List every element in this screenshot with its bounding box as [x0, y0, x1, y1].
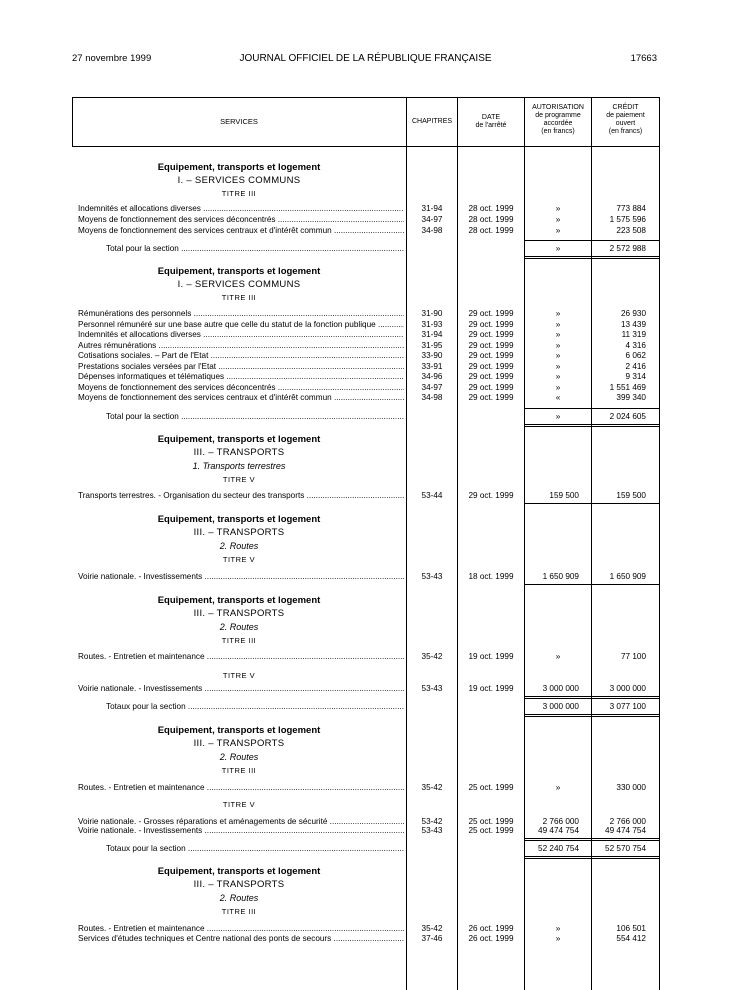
credit-cell: 1 551 469 — [609, 383, 646, 392]
total-rule — [524, 240, 659, 241]
autorisation-cell: » — [555, 934, 561, 943]
section-subheading: 1. Transports terrestres — [192, 461, 286, 471]
autorisation-cell: » — [555, 330, 561, 339]
section-titre-heading: TITRE III — [221, 293, 257, 302]
column-header-date-line: DATE — [481, 114, 501, 121]
chapitre-cell: 31-94 — [421, 204, 443, 213]
autorisation-cell: 3 000 000 — [542, 684, 579, 693]
date-cell: 28 oct. 1999 — [468, 215, 514, 224]
section-total-label: Total pour la section ..... — [106, 412, 404, 422]
section-titre-heading: TITRE III — [221, 907, 257, 916]
service-label: Voirie nationale. - Investissements ..... — [78, 572, 404, 582]
section-ministry-heading: Equipement, transports et logement — [157, 725, 321, 736]
chapitre-cell: 34-97 — [421, 215, 443, 224]
service-label: Routes. - Entretien et maintenance ..... — [78, 783, 404, 793]
service-label: Indemnités et allocations diverses ..... — [78, 330, 404, 340]
service-label: Dépenses informatiques et télématiques ..... — [78, 372, 404, 382]
service-label: Voirie nationale. - Grosses réparations et aménagements de sécurité ..... — [78, 817, 404, 827]
column-header-services: SERVICES — [220, 117, 258, 126]
chapitre-cell: 53-43 — [421, 826, 443, 835]
autorisation-cell: » — [555, 320, 561, 329]
date-cell: 29 oct. 1999 — [468, 320, 514, 329]
column-header-credit-line: ouvert — [615, 120, 636, 127]
date-cell: 29 oct. 1999 — [468, 383, 514, 392]
section-ministry-heading: Equipement, transports et logement — [157, 266, 321, 277]
autorisation-cell: 2 766 000 — [542, 817, 579, 826]
column-header-credit-line: CRÉDIT — [612, 104, 639, 111]
total-rule — [524, 714, 659, 715]
credit-cell: 2 766 000 — [609, 817, 646, 826]
credit-cell: 399 340 — [616, 393, 646, 402]
service-label: Autres rémunérations ..... — [78, 341, 404, 351]
column-header-credit-line: de paiement — [606, 112, 645, 119]
date-cell: 29 oct. 1999 — [468, 372, 514, 381]
section-service-heading: I. – SERVICES COMMUNS — [177, 175, 301, 186]
credit-cell: 223 508 — [616, 226, 646, 235]
credit-cell: 330 000 — [616, 783, 646, 792]
credit-cell: 6 062 — [625, 351, 646, 360]
section-titre-heading: TITRE V — [222, 555, 256, 564]
autorisation-cell: » — [555, 244, 561, 253]
column-header-autorisation-line: AUTORISATION — [532, 104, 584, 111]
credit-cell: 2 572 988 — [609, 244, 646, 253]
column-header-autorisation — [525, 104, 591, 136]
total-double-rule — [524, 426, 659, 427]
page-number: 17663 — [630, 53, 657, 64]
chapitre-cell: 33-90 — [421, 351, 443, 360]
total-rule — [524, 856, 659, 857]
section-service-heading: III. – TRANSPORTS — [193, 447, 285, 458]
section-titre-heading: TITRE V — [222, 800, 256, 809]
column-header-credit — [592, 104, 659, 136]
credit-cell: 9 314 — [625, 372, 646, 381]
credit-cell: 1 650 909 — [609, 572, 646, 581]
subtotal-rule — [524, 696, 659, 697]
autorisation-cell: 3 000 000 — [542, 702, 579, 711]
credit-cell: 2 024 605 — [609, 412, 646, 421]
autorisation-cell: 52 240 754 — [538, 844, 579, 853]
total-rule — [524, 256, 659, 257]
credit-cell: 11 319 — [621, 330, 646, 339]
section-total-label: Totaux pour la section ..... — [106, 844, 404, 854]
total-rule — [524, 408, 659, 409]
section-service-heading: I. – SERVICES COMMUNS — [177, 279, 301, 290]
autorisation-cell: « — [555, 393, 561, 402]
autorisation-cell: » — [555, 372, 561, 381]
credit-cell: 2 416 — [625, 362, 646, 371]
chapitre-cell: 35-42 — [421, 783, 443, 792]
chapitre-cell: 34-97 — [421, 383, 443, 392]
autorisation-cell: » — [555, 652, 561, 661]
date-cell: 19 oct. 1999 — [468, 684, 514, 693]
section-service-heading: III. – TRANSPORTS — [193, 527, 285, 538]
date-cell: 29 oct. 1999 — [468, 309, 514, 318]
date-cell: 26 oct. 1999 — [468, 934, 514, 943]
credit-cell: 1 575 596 — [609, 215, 646, 224]
chapitre-cell: 35-42 — [421, 924, 443, 933]
service-label: Services d'études techniques et Centre national des ponts de secours ..... — [78, 934, 404, 944]
chapitre-cell: 31-90 — [421, 309, 443, 318]
autorisation-cell: » — [555, 383, 561, 392]
date-cell: 18 oct. 1999 — [468, 572, 514, 581]
service-label: Moyens de fonctionnement des services centraux et d'intérêt commun ..... — [78, 226, 404, 236]
date-cell: 25 oct. 1999 — [468, 783, 514, 792]
date-cell: 29 oct. 1999 — [468, 330, 514, 339]
total-double-rule — [524, 716, 659, 717]
section-ministry-heading: Equipement, transports et logement — [157, 162, 321, 173]
section-titre-heading: TITRE V — [222, 671, 256, 680]
autorisation-cell: » — [555, 341, 561, 350]
column-header-autorisation-line: de programme — [535, 112, 581, 119]
subtotal-rule — [524, 838, 659, 839]
autorisation-cell: » — [555, 412, 561, 421]
column-header-date-line: de l'arrêté — [475, 122, 507, 129]
date-cell: 25 oct. 1999 — [468, 826, 514, 835]
autorisation-cell: » — [555, 924, 561, 933]
credit-cell: 4 316 — [625, 341, 646, 350]
column-header-autorisation-line: (en francs) — [541, 128, 575, 135]
date-cell: 29 oct. 1999 — [468, 362, 514, 371]
total-rule — [524, 698, 659, 699]
section-total-label: Total pour la section ..... — [106, 244, 404, 254]
chapitre-cell: 31-95 — [421, 341, 443, 350]
total-rule — [524, 424, 659, 425]
chapitre-cell: 37-46 — [421, 934, 443, 943]
chapitre-cell: 53-43 — [421, 572, 443, 581]
section-subheading: 2. Routes — [219, 622, 259, 632]
service-label: Rémunérations des personnels ..... — [78, 309, 404, 319]
date-cell: 28 oct. 1999 — [468, 226, 514, 235]
section-ministry-heading: Equipement, transports et logement — [157, 514, 321, 525]
service-label: Moyens de fonctionnement des services centraux et d'intérêt commun ..... — [78, 393, 404, 403]
date-cell: 26 oct. 1999 — [468, 924, 514, 933]
section-service-heading: III. – TRANSPORTS — [193, 738, 285, 749]
credit-cell: 554 412 — [616, 934, 646, 943]
total-double-rule — [524, 858, 659, 859]
table-header-rule — [72, 146, 659, 147]
table-right-rule — [659, 97, 660, 990]
section-titre-heading: TITRE III — [221, 766, 257, 775]
date-cell: 29 oct. 1999 — [468, 351, 514, 360]
column-header-date — [458, 114, 524, 130]
credit-cell: 106 501 — [616, 924, 646, 933]
subtotal-rule — [524, 503, 659, 504]
autorisation-cell: » — [555, 215, 561, 224]
autorisation-cell: » — [555, 226, 561, 235]
service-label: Prestations sociales versées par l'Etat ..... — [78, 362, 404, 372]
credit-cell: 159 500 — [616, 491, 646, 500]
date-cell: 25 oct. 1999 — [468, 817, 514, 826]
section-ministry-heading: Equipement, transports et logement — [157, 434, 321, 445]
page-date: 27 novembre 1999 — [72, 53, 152, 64]
credit-cell: 773 884 — [616, 204, 646, 213]
chapitre-cell: 34-96 — [421, 372, 443, 381]
journal-title: JOURNAL OFFICIEL DE LA RÉPUBLIQUE FRANÇAISE — [239, 53, 492, 64]
section-subheading: 2. Routes — [219, 893, 259, 903]
section-subheading: 2. Routes — [219, 752, 259, 762]
column-header-chapitres: CHAPITRES — [411, 118, 453, 125]
service-label: Transports terrestres. - Organisation du secteur des transports ..... — [78, 491, 404, 501]
service-label: Cotisations sociales. – Part de l'Etat ..... — [78, 351, 404, 361]
date-cell: 29 oct. 1999 — [468, 393, 514, 402]
total-rule — [524, 840, 659, 841]
service-label: Routes. - Entretien et maintenance ..... — [78, 652, 404, 662]
service-label: Moyens de fonctionnement des services déconcentrés ..... — [78, 383, 404, 393]
section-service-heading: III. – TRANSPORTS — [193, 879, 285, 890]
section-subheading: 2. Routes — [219, 541, 259, 551]
credit-cell: 13 439 — [620, 320, 646, 329]
autorisation-cell: 159 500 — [549, 491, 579, 500]
autorisation-cell: 1 650 909 — [542, 572, 579, 581]
service-label: Voirie nationale. - Investissements ..... — [78, 684, 404, 694]
credit-cell: 49 474 754 — [605, 826, 646, 835]
section-titre-heading: TITRE III — [221, 636, 257, 645]
chapitre-cell: 31-93 — [421, 320, 443, 329]
credit-cell: 52 570 754 — [605, 844, 646, 853]
column-header-credit-line: (en francs) — [608, 128, 643, 135]
chapitre-cell: 35-42 — [421, 652, 443, 661]
autorisation-cell: » — [555, 362, 561, 371]
date-cell: 19 oct. 1999 — [468, 652, 514, 661]
autorisation-cell: » — [555, 204, 561, 213]
chapitre-cell: 53-44 — [421, 491, 443, 500]
autorisation-cell: » — [555, 351, 561, 360]
chapitre-cell: 34-98 — [421, 393, 443, 402]
column-header-autorisation-line: accordée — [543, 120, 573, 127]
chapitre-cell: 53-42 — [421, 817, 443, 826]
chapitre-cell: 34-98 — [421, 226, 443, 235]
chapitre-cell: 33-91 — [421, 362, 443, 371]
credit-cell: 3 077 100 — [609, 702, 646, 711]
section-ministry-heading: Equipement, transports et logement — [157, 866, 321, 877]
autorisation-cell: 49 474 754 — [538, 826, 579, 835]
service-label: Moyens de fonctionnement des services déconcentrés ..... — [78, 215, 404, 225]
section-ministry-heading: Equipement, transports et logement — [157, 595, 321, 606]
credit-cell: 26 930 — [620, 309, 646, 318]
date-cell: 28 oct. 1999 — [468, 204, 514, 213]
chapitre-cell: 31-94 — [421, 330, 443, 339]
autorisation-cell: » — [555, 783, 561, 792]
section-titre-heading: TITRE III — [221, 189, 257, 198]
table-top-rule — [72, 97, 659, 98]
service-label: Voirie nationale. - Investissements ..... — [78, 826, 404, 836]
date-cell: 29 oct. 1999 — [468, 341, 514, 350]
section-titre-heading: TITRE V — [222, 475, 256, 484]
autorisation-cell: » — [555, 309, 561, 318]
credit-cell: 77 100 — [620, 652, 646, 661]
chapitre-cell: 53-43 — [421, 684, 443, 693]
total-double-rule — [524, 258, 659, 259]
credit-cell: 3 000 000 — [609, 684, 646, 693]
service-label: Routes. - Entretien et maintenance ..... — [78, 924, 404, 934]
service-label: Indemnités et allocations diverses ..... — [78, 204, 404, 214]
date-cell: 29 oct. 1999 — [468, 491, 514, 500]
section-service-heading: III. – TRANSPORTS — [193, 608, 285, 619]
subtotal-rule — [524, 584, 659, 585]
service-label: Personnel rémunéré sur une base autre que celle du statut de la fonction publique ..... — [78, 320, 404, 330]
section-total-label: Totaux pour la section ..... — [106, 702, 404, 712]
